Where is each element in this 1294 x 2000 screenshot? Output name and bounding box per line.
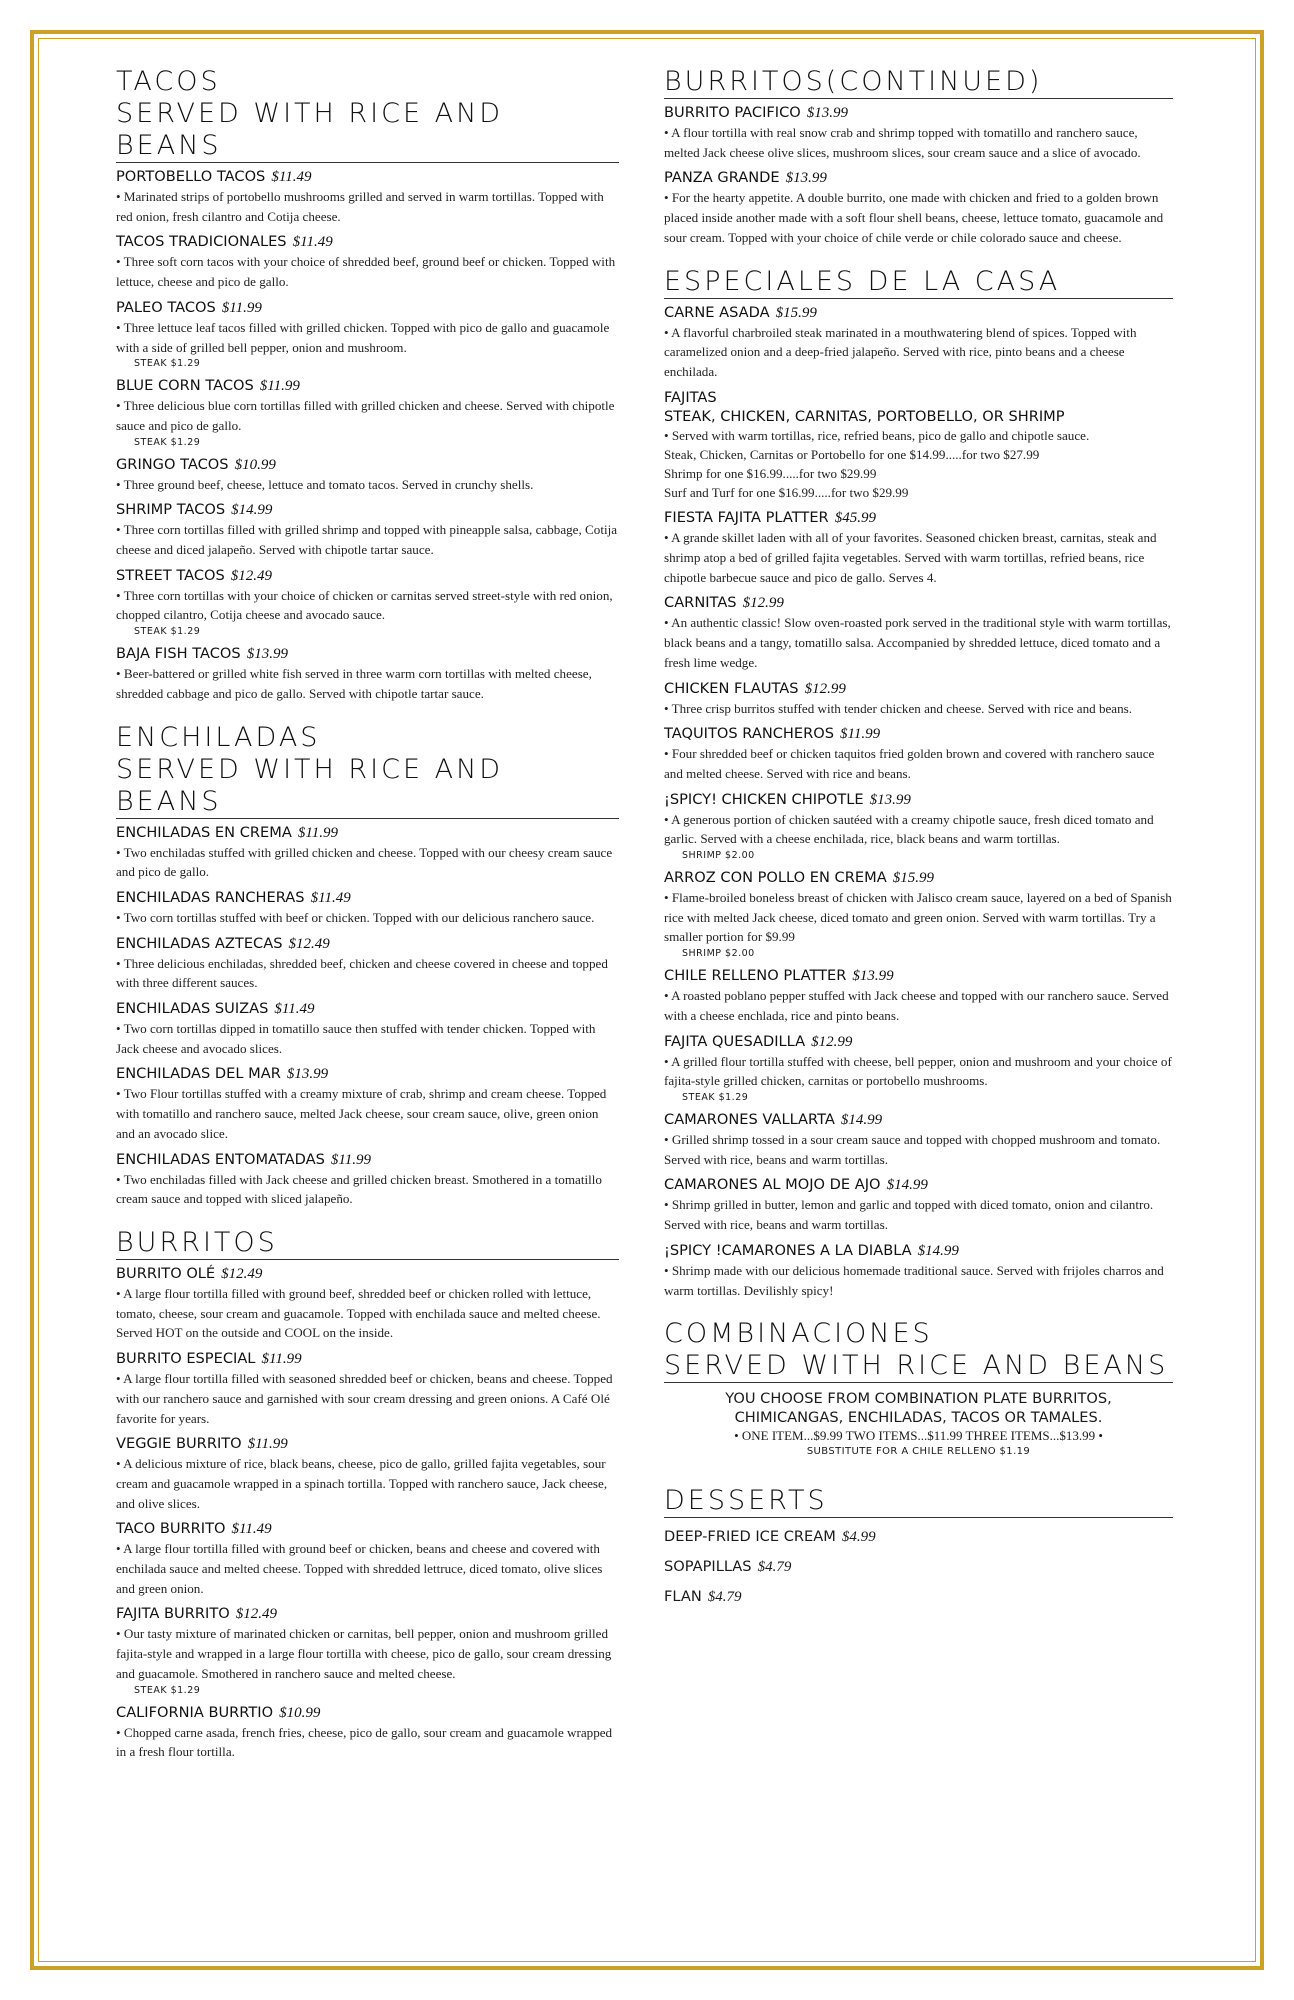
item-name: FAJITA BURRITO (116, 1605, 230, 1623)
item-description: • Three corn tortillas with your choice of chicken or carnitas served street-style with red onion, chopped cilantro, Cotija cheese and avocado sauce. (116, 587, 613, 623)
menu-section (116, 722, 619, 1209)
menu-item (664, 724, 1173, 783)
item-price: $14.99 (886, 1177, 928, 1194)
item-description: • A generous portion of chicken sautéed with a creamy chipotle sauce, fresh diced tomato and garlic. Served with a cheese enchilada, rice, black beans and warm tortillas. (664, 811, 1154, 847)
item-price: $11.49 (231, 1521, 272, 1538)
item-name: SOPAPILLAS (664, 1558, 752, 1576)
menu-item (116, 500, 619, 559)
menu-item (664, 1241, 1173, 1300)
item-price: $11.99 (259, 378, 300, 395)
menu-item (664, 1110, 1173, 1169)
menu-item (116, 376, 619, 448)
item-name: STREET TACOS (116, 566, 225, 584)
item-name: CHICKEN FLAUTAS (664, 679, 799, 697)
item-price: $13.99 (785, 170, 827, 187)
item-price: $11.99 (297, 824, 338, 841)
section-title: TACOS (116, 66, 221, 97)
item-price: $13.99 (806, 105, 849, 121)
item-description: • Three ground beef, cheese, lettuce and tomato tacos. Served in crunchy shells. (116, 476, 534, 492)
item-name: DEEP-FRIED ICE CREAM (664, 1528, 836, 1546)
item-description: • An authentic classic! Slow oven-roasted pork served in the traditional style with warm tortillas, black beans and a tangy, tomatillo salsa. Accompanied by shredded lettuce, diced tomato and a fresh lime wedge. (664, 615, 1171, 670)
item-name: CARNITAS (664, 594, 737, 612)
item-name: ENCHILADAS RANCHERAS (116, 888, 305, 906)
menu-item (116, 1150, 619, 1209)
section-title: ENCHILADAS (116, 721, 321, 753)
item-price: $45.99 (834, 510, 876, 527)
item-name: TACOS TRADICIONALES (116, 233, 287, 251)
item-description: • Two enchiladas filled with Jack cheese and grilled chicken breast. Smothered in a tomatillo cream sauce and topped with sliced jalapeño. (116, 1171, 602, 1207)
dessert-item (664, 1582, 1173, 1612)
item-price: $12.49 (235, 1606, 277, 1623)
menu-item (116, 999, 619, 1058)
menu-item (116, 455, 619, 495)
item-addon-price: STEAK $1.29 (682, 1091, 749, 1103)
section-subtitle: SERVED WITH RICE AND BEANS (664, 1350, 1173, 1383)
item-name: FAJITAS (664, 388, 717, 406)
item-name: ENCHILADAS AZTECAS (116, 934, 283, 952)
item-name: ENCHILADAS ENTOMATADAS (116, 1150, 325, 1168)
item-description: • Three crisp burritos stuffed with tender chicken and cheese. Served with rice and beans. (664, 700, 1133, 716)
section-especiales (664, 266, 1173, 1301)
item-description: • A large flour tortilla filled with ground beef, shredded beef or chicken rolled with lettuce, tomato, cheese, sour cream and guacamole. Topped with enchilada sauce and melted cheese. Served HOT on the outside and COOL on the inside. (116, 1285, 601, 1341)
item-name: FIESTA FAJITA PLATTER (664, 509, 829, 527)
item-name: CAMARONES AL MOJO DE AJO (664, 1176, 881, 1194)
menu-item (116, 1264, 619, 1343)
menu-item (116, 167, 619, 226)
menu-section (116, 66, 619, 704)
item-name: TACO BURRITO (116, 1520, 226, 1538)
item-name: PORTOBELLO TACOS (116, 168, 266, 185)
item-name: ¡SPICY !CAMARONES A LA DIABLA (664, 1241, 912, 1259)
item-description: • Marinated strips of portobello mushrooms grilled and served in warm tortillas. Topped with red onion, fresh cilantro and Cotija cheese. (116, 189, 604, 224)
section-combinaciones (664, 1318, 1173, 1459)
menu-item (116, 232, 619, 291)
item-name: SHRIMP TACOS (116, 501, 226, 519)
section-title: COMBINACIONES (664, 1318, 933, 1350)
menu-item (116, 823, 619, 882)
item-description: • A large flour tortilla filled with seasoned shredded beef or chicken, beans and cheese. Topped with our ranchero sauce and garnished with sour cream dressing and green onions. A Café Olé favorite for years. (116, 1371, 613, 1426)
item-price: $12.99 (804, 680, 846, 697)
item-name: CHILE RELLENO PLATTER (664, 967, 847, 985)
item-name: CALIFORNIA BURRTIO (116, 1703, 274, 1721)
menu-item (664, 303, 1173, 382)
menu-item (116, 644, 619, 703)
item-description: • A grande skillet laden with all of your favorites. Seasoned chicken breast, carnitas, steak and shrimp atop a bed of grilled fajita vegetables. Served with warm tortillas, refried beans, rice chipotle barbecue sauce and pico de gallo. Serves 4. (664, 530, 1157, 585)
item-price: $14.99 (840, 1111, 883, 1128)
menu-item (116, 888, 619, 928)
item-description: • Four shredded beef or chicken taquitos fried golden brown and covered with ranchero sauce and melted cheese. Served with rice and beans. (664, 746, 1155, 781)
fajitas-price-line: Shrimp for one $16.99.....for two $29.99 (664, 466, 877, 482)
section-subtitle: SERVED WITH RICE AND BEANS (116, 98, 619, 163)
item-name: ¡SPICY! CHICKEN CHIPOTLE (664, 790, 864, 808)
menu-section (116, 1227, 619, 1762)
section-subtitle: SERVED WITH RICE AND BEANS (116, 754, 619, 819)
menu-item (116, 1604, 619, 1696)
item-description: • Three delicious enchiladas, shredded beef, chicken and cheese covered in cheese and topped with three different sauces. (116, 955, 608, 991)
item-description: • Two corn tortillas dipped in tomatillo sauce then stuffed with tender chicken. Topped with Jack cheese and avocado slices. (116, 1021, 596, 1056)
combo-line: YOU CHOOSE FROM COMBINATION PLATE BURRITOS, (725, 1390, 1112, 1408)
item-name: PANZA GRANDE (664, 169, 780, 187)
left-column (116, 66, 619, 1768)
item-price: $12.99 (742, 595, 784, 612)
combo-line: CHIMICANGAS, ENCHILADAS, TACOS OR TAMALES. (734, 1409, 1103, 1427)
item-addon-price: STEAK $1.29 (134, 626, 201, 638)
menu-item (116, 934, 619, 993)
item-price: $13.99 (869, 791, 911, 808)
item-name: BURRITO ESPECIAL (116, 1350, 256, 1368)
item-price: $13.99 (852, 968, 894, 985)
item-description: • A grilled flour tortilla stuffed with cheese, bell pepper, onion and mushroom and your choice of fajita-style grilled chicken, carnitas or portobello mushrooms. (664, 1053, 1172, 1089)
menu-item (664, 790, 1173, 862)
item-description: • A roasted poblano pepper stuffed with Jack cheese and topped with our ranchero sauce. Served with a cheese enchlada, rice and pinto beans. (664, 988, 1169, 1023)
menu-item (116, 566, 619, 638)
item-addon-price: STEAK $1.29 (134, 1684, 201, 1696)
item-name: ENCHILADAS SUIZAS (116, 1000, 269, 1018)
item-description: • Shrimp made with our delicious homemade traditional sauce. Served with frijoles charros and warm tortillas. Devilishly spicy! (664, 1262, 1164, 1298)
item-description: • Served with warm tortillas, rice, refried beans, pico de gallo and chipotle sauce. (664, 427, 1090, 443)
item-description: • For the hearty appetite. A double burrito, one made with chicken and fried to a golden brown placed inside another made with a soft flour shell beans, cheese, lettuce tomato, guacamole and sour cream. Topped with your choice of chile verde or chile colorado sauce and cheese. (664, 190, 1164, 245)
item-price: $4.79 (757, 1559, 792, 1576)
right-column (664, 66, 1173, 1612)
item-name: FLAN (664, 1588, 702, 1606)
dessert-item (664, 1522, 1173, 1552)
dessert-item (664, 1552, 1173, 1582)
item-description: • Two enchiladas stuffed with grilled chicken and cheese. Topped with our cheesy cream sauce and pico de gallo. (116, 844, 613, 880)
item-description: • Shrimp grilled in butter, lemon and garlic and topped with diced tomato, onion and cilantro. Served with rice, beans and warm tortillas. (664, 1197, 1154, 1233)
item-price: $11.49 (274, 1001, 315, 1018)
item-description: • Three soft corn tacos with your choice of shredded beef, ground beef or chicken. Topped with lettuce, cheese and pico de gallo. (116, 254, 616, 290)
menu-item (664, 103, 1173, 162)
menu-item (664, 679, 1173, 719)
item-subtitle: STEAK, CHICKEN, CARNITAS, PORTOBELLO, OR SHRIMP (664, 407, 1065, 425)
item-price: $12.49 (288, 935, 330, 952)
menu-item-fajitas (664, 388, 1173, 503)
item-addon-price: STEAK $1.29 (134, 358, 201, 370)
item-name: PALEO TACOS (116, 298, 216, 316)
item-addon-price: STEAK $1.29 (134, 436, 201, 448)
item-price: $14.99 (231, 502, 273, 519)
menu-item (116, 1349, 619, 1428)
item-price: $15.99 (892, 870, 934, 887)
item-name: ENCHILADAS DEL MAR (116, 1065, 281, 1083)
menu-item (664, 168, 1173, 247)
section-title: DESSERTS (664, 1485, 1173, 1518)
item-price: $12.49 (221, 1265, 263, 1282)
menu-item (664, 1175, 1173, 1234)
section-title: BURRITOS (116, 1227, 619, 1260)
item-addon-price: SHRIMP $2.00 (682, 948, 755, 960)
item-name: FAJITA QUESADILLA (664, 1032, 806, 1050)
item-description: • A large flour tortilla filled with ground beef or chicken, beans and cheese and covered with enchilada sauce and melted cheese. Topped with shredded lettruce, diced tomato, olive slices and green onion. (116, 1541, 603, 1596)
menu-item (664, 868, 1173, 960)
item-description: • Grilled shrimp tossed in a sour cream sauce and topped with chopped mushroom and tomato. Served with rice, beans and warm tortillas. (664, 1131, 1161, 1167)
menu-item (116, 1703, 619, 1762)
item-description: • A flavorful charbroiled steak marinated in a mouthwatering blend of spices. Topped with caramelized onion and a deep-fried jalapeño. Served with rice, pinto beans and a cheese enchilada. (664, 324, 1137, 379)
item-name: BURRITO OLÉ (116, 1264, 216, 1282)
item-price: $4.79 (707, 1589, 742, 1606)
item-addon-price: SHRIMP $2.00 (682, 850, 755, 862)
section-burritos-continued (664, 66, 1173, 248)
item-price: $13.99 (286, 1066, 329, 1083)
menu-item (116, 298, 619, 370)
menu-item (664, 593, 1173, 672)
item-price: $12.49 (230, 567, 273, 584)
combo-substitute: SUBSTITUTE FOR A CHILE RELLENO $1.19 (806, 1446, 1031, 1458)
item-price: $10.99 (234, 456, 276, 473)
item-description: • Chopped carne asada, french fries, cheese, pico de gallo, sour cream and guacamole wrapped in a fresh flour tortilla. (116, 1724, 613, 1760)
section-title: ESPECIALES DE LA CASA (664, 266, 1173, 299)
section-title: BURRITOS(CONTINUED) (664, 66, 1173, 99)
item-name: BAJA FISH TACOS (116, 645, 241, 663)
item-price: $10.99 (279, 1704, 321, 1721)
item-name: BURRITO PACIFICO (664, 104, 801, 121)
item-description: • Two Flour tortillas stuffed with a creamy mixture of crab, shrimp and cream cheese. Topped with tomatillo and ranchero sauce, melted Jack cheese, sour cream sauce, olive, green onion and an avocado slice. (116, 1086, 607, 1141)
combo-prices: • ONE ITEM...$9.99 TWO ITEMS...$11.99 THREE ITEMS...$13.99 • (734, 1428, 1103, 1444)
item-price: $11.99 (330, 1151, 372, 1168)
item-description: • Flame-broiled boneless breast of chicken with Jalisco cream sauce, layered on a bed of Spanish rice with melted Jack cheese, diced tomato and green onion. Served with warm tortillas. Try a smaller portion for $9.99 (664, 890, 1172, 945)
item-description: • Three lettuce leaf tacos filled with grilled chicken. Topped with pico de gallo and guacamole with a side of grilled bell pepper, onion and mushroom. (116, 319, 610, 355)
menu-item (116, 1064, 619, 1143)
item-description: • Three delicious blue corn tortillas filled with grilled chicken and cheese. Served with chipotle sauce and pico de gallo. (116, 398, 615, 433)
combo-details (664, 1389, 1173, 1459)
item-price: $14.99 (917, 1242, 959, 1259)
item-name: ARROZ CON POLLO EN CREMA (664, 869, 887, 887)
item-description: • Two corn tortillas stuffed with beef or chicken. Topped with our delicious ranchero sauce. (116, 909, 595, 925)
item-price: $13.99 (246, 646, 288, 663)
item-name: GRINGO TACOS (116, 455, 229, 473)
item-name: ENCHILADAS EN CREMA (116, 823, 292, 841)
item-price: $11.49 (310, 889, 351, 906)
item-price: $11.49 (271, 169, 312, 185)
item-price: $4.99 (841, 1529, 876, 1546)
item-price: $11.99 (261, 1351, 302, 1368)
item-name: CAMARONES VALLARTA (664, 1110, 835, 1128)
item-description: • Three corn tortillas filled with grilled shrimp and topped with pineapple salsa, cabbage, Cotija cheese and diced jalapeño. Served with chipotle tartar sauce. (116, 522, 618, 558)
item-price: $11.99 (221, 299, 262, 316)
section-desserts (664, 1485, 1173, 1612)
menu-item (664, 508, 1173, 587)
item-name: TAQUITOS RANCHEROS (664, 725, 835, 743)
item-name: CARNE ASADA (664, 303, 770, 321)
fajitas-price-line: Steak, Chicken, Carnitas or Portobello for one $14.99.....for two $27.99 (664, 447, 1040, 463)
menu-item (664, 1032, 1173, 1104)
item-name: BLUE CORN TACOS (116, 377, 254, 395)
menu-item (116, 1434, 619, 1513)
fajitas-price-line: Surf and Turf for one $16.99.....for two $29.99 (664, 485, 909, 501)
menu-item (116, 1519, 619, 1598)
item-price: $11.99 (840, 726, 881, 743)
item-price: $11.99 (247, 1436, 288, 1453)
item-description: • A delicious mixture of rice, black beans, cheese, pico de gallo, grilled fajita vegetables, sour cream and guacamole wrapped in a spinach tortilla. Topped with ranchero sauce, Jack cheese, and olive slices. (116, 1456, 608, 1511)
item-description: • Beer-battered or grilled white fish served in three warm corn tortillas with melted cheese, shredded cabbage and pico de gallo. Served with chipotle tartar sauce. (116, 666, 592, 701)
item-description: • A flour tortilla with real snow crab and shrimp topped with tomatillo and ranchero sauce, melted Jack cheese olive slices, mushroom slices, sour cream sauce and a slice of avocado. (664, 125, 1141, 160)
item-price: $12.99 (811, 1033, 853, 1050)
item-price: $15.99 (775, 304, 817, 321)
item-description: • Our tasty mixture of marinated chicken or carnitas, bell pepper, onion and mushroom grilled fajita-style and wrapped in a large flour tortilla with cheese, pico de gallo, sour cream dressing and guacamole. Smothered in ranchero sauce and melted cheese. (116, 1626, 612, 1681)
item-name: VEGGIE BURRITO (116, 1435, 242, 1453)
menu-item (664, 966, 1173, 1025)
item-price: $11.49 (292, 234, 333, 251)
